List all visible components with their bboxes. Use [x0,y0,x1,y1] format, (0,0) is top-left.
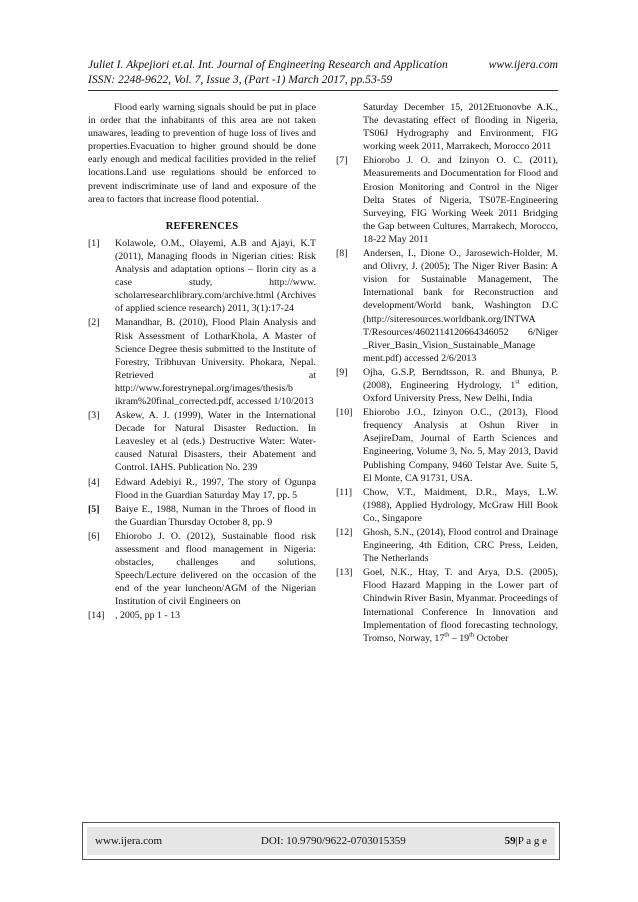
footer-website[interactable]: www.ijera.com [95,835,163,847]
reference-item [88,530,316,609]
page-indicator [505,835,547,847]
reference-number: [6] [88,530,100,542]
reference-item [88,476,316,502]
reference-number: [14] [88,610,105,622]
reference-text: Goel, N.K., Htay, T. and Arya, D.S. (2005), Flood Hazard Mapping in the Lower part of Chindwin River Basin, Myanmar. Proceedings of International Conference In Innovation and Implementation of flood forecasting technology, Tromso, Norway, 17th – 19th October [363,567,559,644]
reference-text: Ehiorobo J.O., Izinyon O.C., (2013), Flood frequency Analysis at Oshun River in AsejireDam, Journal of Earth Sciences and Engineering, Volume 3, No. 5, May 2013, David Publishing Company, 9460 Telstar Ave. Suite 5, El Monte, CA 91731, USA. [363,407,558,484]
reference-text: Chow, V.T., Maidment, D.R., Mays, L.W. (1988), Applied Hydrology, McGraw Hill Book Co., Singapore [363,486,558,524]
issn-line: ISSN: 2248-9622, Vol. 7, Issue 3, (Part -1) March 2017, pp.53-59 [88,73,393,86]
reference-text: Ghosh, S.N., (2014), Flood control and Drainage Engineering, 4th Edition, CRC Press, Leiden, The Netherlands [363,527,558,565]
reference-number: [5] [88,503,100,515]
reference-number: [2] [88,317,100,329]
references-heading: REFERENCES [165,220,239,232]
page-number: 59 [504,835,516,847]
reference-text: Edward Adebiyi R., 1997, The story of Ogunpa Flood in the Guardian Saturday May 17, pp. 5 [115,476,316,501]
reference-item [336,101,558,153]
reference-item [336,154,558,246]
footer-bar [87,827,555,855]
reference-text: Saturday December 15, 2012Etuonovbe A.K., The devastating effect of flooding in Nigeria, TS06J Hydrography and Environment, FIG working week 2011, Marrakech, Morocco 2011 [363,102,558,153]
reference-item [88,503,316,529]
running-header [88,57,558,91]
journal-citation: Juliet I. Akpejiori et.al. Int. Journal of Engineering Research and Application [88,58,448,71]
reference-text: Baiye E., 1988, Numan in the Throes of flood in the Guardian Thursday October 8, pp. 9 [115,503,316,528]
reference-number: [13] [336,567,353,579]
reference-item [88,609,316,622]
footer-doi: DOI: 10.9790/9622-0703015359 [260,835,406,847]
reference-number: [8] [336,248,348,260]
reference-text: , 2005, pp 1 - 13 [115,610,181,622]
reference-number: [10] [336,407,353,419]
reference-text: Andersen, I., Dione O., Jarosewich-Holder, M. and Olivry, J. (2005); The Niger River Basin: A vision for Sustainable Management, The International bank for Reconstruction and development/World bank, Washington D.C (http://siteresources.worldbank.org/INTWA T/Resources/4602114120664346052 6/Niger _River_Basin_Vision_Sustainable_Manage ment.pdf) accessed 2/6/2013 [363,248,558,364]
reference-item [336,406,558,485]
reference-item [336,247,558,365]
body-paragraph: Flood early warning signals should be put in place in order that the inhabitants of this area are not taken unawares, leading to prevention of huge loss of lives and properties.Evacuation to higher ground should be done early enough and medical facilities provided in the relief locations.Land use regulations should be enforced to prevent indiscriminate use of land and exposure of the area to factors that increase flood potential. [88,102,316,205]
reference-text: Ehiorobo J. O. and Izinyon O. C. (2011), Measurements and Documentation for Flood and Erosion Monitoring and Control in the Niger Delta States of Nigeria, TS07E-Engineering Surveying, FIG Working Week 2011 Bridging the Gap between Cultures, Marrakech, Morocco, 18-22 May 2011 [363,155,558,245]
reference-number: [4] [88,476,100,488]
reference-item [88,316,316,408]
reference-number [336,101,363,153]
reference-text: Manandhar, B. (2010), Flood Plain Analysis and Risk Assessment of LotharKhola, A Master of Science Degree thesis submitted to the Institute of Forestry, Tribhuvan University. Phokara, Nepal. Retrieved at http://www.forestrynepal.org/images/thesis/b ikram%20final_corrected.pdf, accessed 1/10/2013 [115,317,316,407]
page-footer [82,822,560,860]
page-label: |P a g e [515,835,547,847]
reference-number: [3] [88,410,100,422]
reference-text: Kolawole, O.M., Olayemi, A.B and Ajayi, K.T (2011), Managing floods in Nigerian cities: Risk Analysis and adaptation options – Ilorin city as a case study, http://www. scholarresearchlibrary.com/archive.html (Archives of applied science research) 2011, 3(1):17-24 [115,237,316,315]
references-list-left [88,237,316,623]
header-rule [88,90,558,91]
reference-number: [7] [336,155,348,167]
right-column [336,101,558,646]
reference-item [88,237,316,316]
reference-item [336,486,558,525]
references-list-right [336,101,558,645]
reference-item [336,526,558,565]
reference-item [336,566,558,645]
reference-item [88,409,316,474]
reference-item [336,366,558,405]
reference-number: [11] [336,486,353,498]
reference-number: [12] [336,527,353,538]
reference-text: Ojha, G.S.P, Berndtsson, R. and Bhunya, P. (2008), Engineering Hydrology, 1st edition, Oxford University Press, New Delhi, India [363,366,558,405]
reference-number: [1] [88,237,100,249]
header-website[interactable]: www.ijera.com [488,58,558,71]
reference-text: Ehiorobo J. O. (2012), Sustainable flood risk assessment and flood management in Nigeria: obstacles, challenges and solutions, Speech/Lecture delivered on the occasion of the end of the year luncheon/AGM of the Nigerian Institution of civil Engineers on [115,530,316,608]
left-column [88,101,316,624]
reference-number: [9] [336,366,348,378]
reference-text: Askew, A. J. (1999), Water in the International Decade for Natural Disaster Reduction. In Leavesley et al (eds.) Destructive Water: Water-caused Natural Disasters, their Abatement and Control. IAHS. Publication No. 239 [115,410,316,474]
